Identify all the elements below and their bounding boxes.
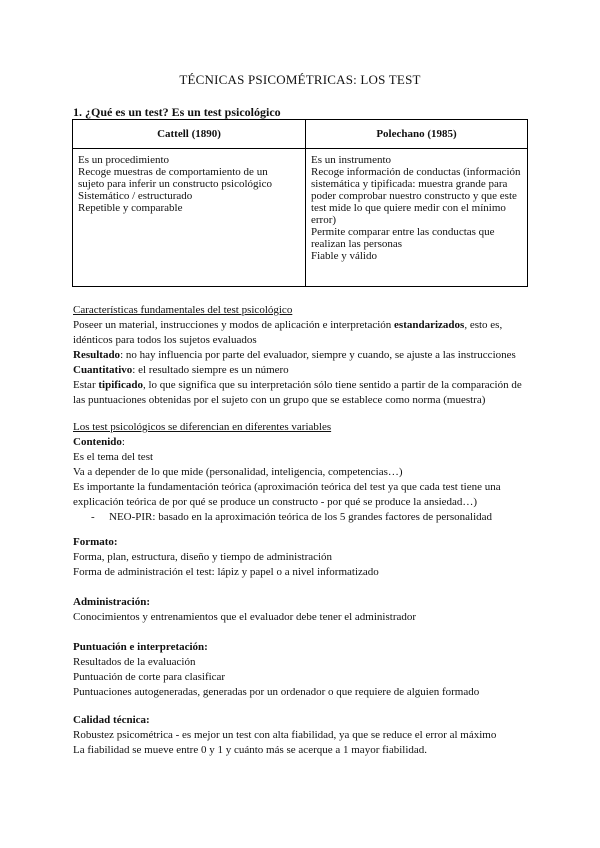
section-heading-what-is-test: 1. ¿Qué es un test? Es un test psicológico — [73, 105, 281, 119]
paragraph-line: Forma, plan, estructura, diseño y tiempo de administración — [73, 551, 333, 563]
cell-line: poder comprobar nuestro constructo y que este — [311, 190, 517, 202]
puntuacion-block — [73, 640, 533, 700]
administracion-block — [73, 595, 533, 625]
paragraph-line: Puntuación de corte para clasificar — [73, 671, 226, 683]
bullet-dash: - — [91, 511, 95, 523]
paragraph-line: explicación teórica de por qué se produce un constructo - por qué se produce la ansiedad…) — [73, 496, 478, 508]
paragraph-line — [73, 318, 533, 333]
formato-block — [73, 535, 533, 580]
header-cattell: Cattell (1890) — [73, 120, 306, 149]
cell-line: sistemática y tipificada: muestra grande para — [311, 178, 508, 190]
cell-line: Sistemático / estructurado — [78, 190, 193, 202]
table-header-row — [73, 120, 528, 149]
cell-line: Es un instrumento — [311, 154, 392, 166]
variables-heading: Los test psicológicos se diferencian en diferentes variables — [73, 421, 332, 433]
text-run: : el resultado siempre es un número — [132, 364, 289, 376]
calidad-label: Calidad técnica: — [73, 714, 150, 726]
formato-label: Formato: — [73, 536, 118, 548]
table-row — [73, 149, 528, 287]
characteristics-heading: Características fundamentales del test psicológico — [73, 304, 293, 316]
administracion-label: Administración: — [73, 596, 150, 608]
bold-term: Cuantitativo — [73, 364, 133, 376]
paragraph-line: Es el tema del test — [73, 451, 154, 463]
paragraph-line: las puntuaciones obtenidas por el sujeto con un grupo que se establece como norma (muestra) — [73, 394, 486, 406]
variables-block — [73, 420, 533, 525]
paragraph-line: Resultados de la evaluación — [73, 656, 196, 668]
paragraph-line — [73, 363, 533, 378]
cell-line: Fiable y válido — [311, 250, 377, 262]
calidad-block — [73, 713, 533, 758]
polechano-cell — [306, 149, 528, 287]
cell-line: test mide lo que quiere medir con el mínimo — [311, 202, 506, 214]
bullet-item — [73, 510, 533, 525]
comparison-table — [72, 119, 528, 287]
paragraph-line — [73, 435, 533, 450]
cattell-cell — [73, 149, 306, 287]
bold-term: Resultado — [73, 349, 121, 361]
paragraph-line: Conocimientos y entrenamientos que el evaluador debe tener el administrador — [73, 611, 417, 623]
document-title: TÉCNICAS PSICOMÉTRICAS: LOS TEST — [179, 72, 421, 87]
cell-line: Recoge muestras de comportamiento de un — [78, 166, 268, 178]
paragraph-line: Puntuaciones autogeneradas, generadas por un ordenador o que requiere de alguien formado — [73, 686, 480, 698]
text-run: : — [121, 436, 125, 448]
paragraph-line: Va a depender de lo que mide (personalidad, inteligencia, competencias…) — [73, 466, 403, 478]
text-run: , lo que significa que su interpretación sólo tiene sentido a partir de la comparación de — [142, 379, 522, 391]
bold-term: tipificado — [98, 379, 143, 391]
paragraph-line: Robustez psicométrica - es mejor un test con alta fiabilidad, ya que se reduce el error al máximo — [73, 729, 497, 741]
cell-line: Es un procedimiento — [78, 154, 170, 166]
cell-line: Recoge información de conductas (información — [311, 166, 521, 178]
characteristics-block — [73, 303, 533, 408]
text-run: Poseer un material, instrucciones y modos de aplicación e interpretación — [73, 319, 395, 331]
text-run: Estar — [73, 379, 99, 391]
puntuacion-label: Puntuación e interpretación: — [73, 641, 208, 653]
paragraph-line: Es importante la fundamentación teórica (aproximación teórica del test ya que cada test tiene una — [73, 481, 501, 493]
cell-line: error) — [311, 214, 337, 226]
cell-line: sujeto para inferir un constructo psicológico — [78, 178, 272, 190]
cell-line: realizan las personas — [311, 238, 403, 250]
paragraph-line — [73, 378, 533, 393]
paragraph-line — [73, 348, 533, 363]
paragraph-line: La fiabilidad se mueve entre 0 y 1 y cuánto más se acerque a 1 mayor fiabilidad. — [73, 744, 428, 756]
bullet-text: NEO-PIR: basado en la aproximación teórica de los 5 grandes factores de personalidad — [109, 511, 493, 523]
paragraph-line: idénticos para todos los sujetos evaluados — [73, 334, 257, 346]
bold-term: estandarizados — [394, 319, 465, 331]
contenido-label: Contenido — [73, 436, 122, 448]
paragraph-line: Forma de administración el test: lápiz y papel o a nivel informatizado — [73, 566, 379, 578]
header-polechano: Polechano (1985) — [306, 120, 528, 149]
text-run: , esto es, — [464, 319, 503, 331]
text-run: : no hay influencia por parte del evaluador, siempre y cuando, se ajuste a las instrucciones — [120, 349, 516, 361]
cell-line: Permite comparar entre las conductas que — [311, 226, 495, 238]
cell-line: Repetible y comparable — [78, 202, 183, 214]
